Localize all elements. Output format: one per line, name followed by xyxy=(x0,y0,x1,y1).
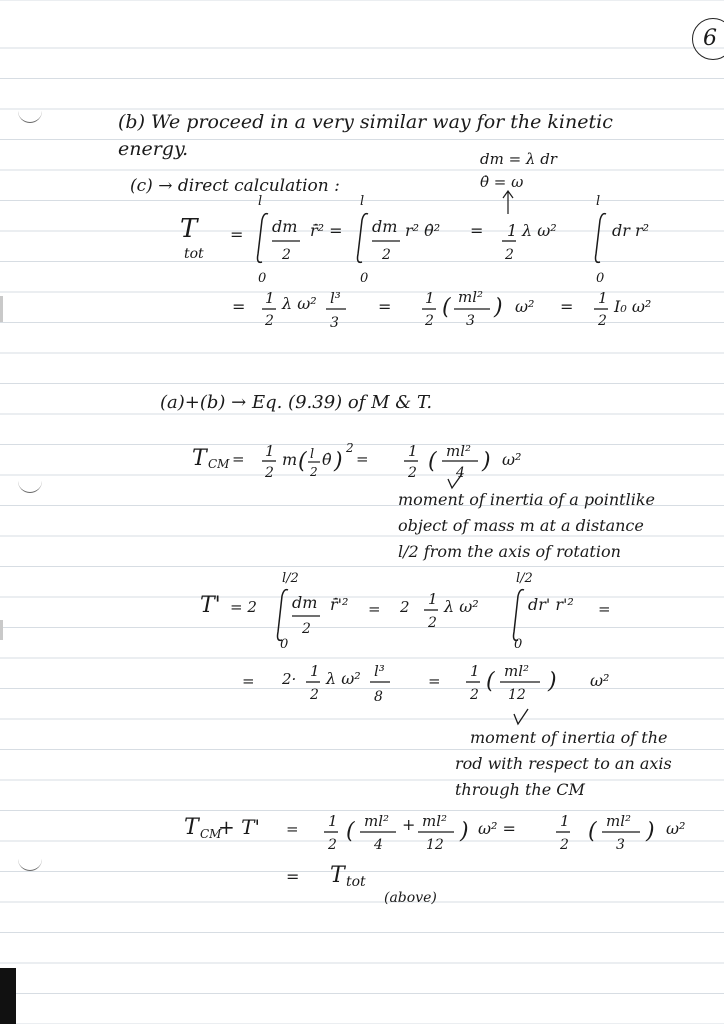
svg-text:+ T': + T' xyxy=(218,815,260,839)
svg-text:ml²: ml² xyxy=(606,812,632,830)
svg-text:1: 1 xyxy=(310,662,320,680)
svg-text:1: 1 xyxy=(428,590,438,608)
svg-text:1: 1 xyxy=(507,221,518,240)
svg-text:l/2: l/2 xyxy=(516,571,533,586)
svg-text:4: 4 xyxy=(374,837,383,853)
svg-text:= 2: = 2 xyxy=(230,598,257,616)
svg-text:2: 2 xyxy=(408,465,417,481)
svg-text:λ ω²: λ ω² xyxy=(444,597,479,616)
comment-1-line-3: l/2 from the axis of rotation xyxy=(398,542,621,561)
svg-text:=: = xyxy=(598,600,611,618)
svg-text:ml²: ml² xyxy=(446,442,472,460)
svg-text:+: + xyxy=(402,815,416,834)
svg-text:): ) xyxy=(646,819,655,844)
svg-text:4: 4 xyxy=(456,465,465,481)
svg-text:r² θ̇²: r² θ̇² xyxy=(405,221,441,240)
svg-text:2: 2 xyxy=(425,313,434,329)
svg-text:l³: l³ xyxy=(374,662,385,680)
svg-text:dr' r'²: dr' r'² xyxy=(528,595,574,614)
note-theta: θ̇ = ω xyxy=(480,173,524,191)
combine-line: (a)+(b) → Eq. (9.39) of M & T. xyxy=(160,392,433,413)
comment-2-line-3: through the CM xyxy=(455,780,585,799)
svg-text:l/2: l/2 xyxy=(282,571,299,586)
svg-text:θ̇: θ̇ xyxy=(322,450,332,469)
svg-text:=: = xyxy=(368,600,381,618)
svg-text:=: = xyxy=(286,867,300,886)
svg-text:CM: CM xyxy=(208,457,230,471)
svg-text:l: l xyxy=(258,194,263,209)
svg-text:ω²: ω² xyxy=(502,450,522,469)
svg-text:=: = xyxy=(232,297,246,316)
svg-text:2: 2 xyxy=(265,465,274,481)
svg-text:1: 1 xyxy=(408,442,418,460)
svg-text:=: = xyxy=(356,450,369,468)
svg-text:1: 1 xyxy=(265,289,275,307)
svg-text:ω²: ω² xyxy=(666,819,686,838)
svg-text:(: ( xyxy=(428,449,437,474)
svg-text:2: 2 xyxy=(346,441,354,455)
svg-text:=: = xyxy=(286,820,299,838)
svg-text:2: 2 xyxy=(302,621,311,637)
svg-text:l: l xyxy=(596,194,601,209)
svg-text:T: T xyxy=(192,446,207,471)
svg-text:2: 2 xyxy=(470,687,479,703)
svg-text:(: ( xyxy=(486,669,495,694)
svg-text:(: ( xyxy=(588,819,597,844)
svg-text:2: 2 xyxy=(382,247,391,263)
svg-text:ml²: ml² xyxy=(364,812,390,830)
svg-text:3: 3 xyxy=(616,837,625,853)
svg-text:l³: l³ xyxy=(330,289,341,307)
svg-text:0: 0 xyxy=(280,637,289,652)
svg-text:0: 0 xyxy=(258,271,267,286)
svg-text:2: 2 xyxy=(505,247,514,263)
svg-text:2: 2 xyxy=(428,615,437,631)
svg-text:(: ( xyxy=(346,819,355,844)
svg-text:l: l xyxy=(310,447,315,462)
svg-text:): ) xyxy=(482,449,491,474)
svg-text:=: = xyxy=(428,672,441,690)
svg-text:1: 1 xyxy=(328,812,338,830)
svg-text:3: 3 xyxy=(330,315,339,331)
comment-2-line-2: rod with respect to an axis xyxy=(455,754,672,773)
svg-text:): ) xyxy=(334,449,343,474)
svg-text:12: 12 xyxy=(508,687,526,703)
direct-calculation: (c) → direct calculation : xyxy=(130,176,340,196)
svg-text:): ) xyxy=(460,819,469,844)
svg-text:ω² =: ω² = xyxy=(478,819,516,838)
svg-text:m: m xyxy=(282,450,298,469)
svg-text:1: 1 xyxy=(560,812,570,830)
svg-text:=: = xyxy=(230,225,244,244)
svg-text:λ ω²: λ ω² xyxy=(326,669,361,688)
svg-text:l: l xyxy=(360,194,365,209)
svg-text:ω²: ω² xyxy=(515,297,535,316)
svg-text:1: 1 xyxy=(598,289,608,307)
svg-text:T: T xyxy=(184,815,199,840)
svg-text:2: 2 xyxy=(560,837,569,853)
svg-text:T: T xyxy=(180,214,198,244)
svg-text:dr r²: dr r² xyxy=(612,221,650,240)
svg-text:=: = xyxy=(560,297,574,316)
comment-1-line-1: moment of inertia of a pointlike xyxy=(398,490,656,509)
svg-text:r̄̇'²: r̄̇'² xyxy=(330,595,349,614)
svg-text:0: 0 xyxy=(596,271,605,286)
svg-text:2: 2 xyxy=(265,313,274,329)
svg-text:T: T xyxy=(330,863,345,888)
svg-text:λ ω²: λ ω² xyxy=(282,294,317,313)
intro-line-2: energy. xyxy=(118,138,189,160)
svg-text:2: 2 xyxy=(310,687,319,703)
svg-text:8: 8 xyxy=(374,689,383,705)
svg-text:r̄̇² =: r̄̇² = xyxy=(310,221,343,240)
svg-text:ml²: ml² xyxy=(422,812,448,830)
svg-text:=: = xyxy=(470,221,484,240)
svg-text:2: 2 xyxy=(598,313,607,329)
svg-text:3: 3 xyxy=(466,313,475,329)
svg-text:ml²: ml² xyxy=(504,662,530,680)
svg-text:0: 0 xyxy=(360,271,369,286)
svg-text:1: 1 xyxy=(470,662,480,680)
comment-1-line-2: object of mass m at a distance xyxy=(398,516,644,535)
svg-text:): ) xyxy=(494,295,503,320)
page-number: 6 xyxy=(692,18,724,60)
svg-text:T': T' xyxy=(200,593,221,618)
svg-text:=: = xyxy=(378,297,392,316)
svg-text:2: 2 xyxy=(400,598,410,616)
svg-text:=: = xyxy=(232,450,245,468)
svg-text:tot: tot xyxy=(346,874,366,890)
svg-text:tot: tot xyxy=(184,246,204,262)
svg-text:CM: CM xyxy=(200,827,222,841)
svg-text:2: 2 xyxy=(310,465,318,479)
svg-text:dm: dm xyxy=(272,217,298,236)
svg-text:2: 2 xyxy=(328,837,337,853)
svg-text:): ) xyxy=(548,669,557,694)
svg-text:0: 0 xyxy=(514,637,523,652)
svg-text:2: 2 xyxy=(282,247,291,263)
intro-line-1: (b) We proceed in a very similar way for the kinetic xyxy=(118,111,613,133)
comment-2-line-1: moment of inertia of the xyxy=(470,728,668,747)
svg-text:1: 1 xyxy=(265,442,275,460)
svg-text:I₀ ω²: I₀ ω² xyxy=(614,297,652,316)
svg-text:2·: 2· xyxy=(282,670,297,688)
svg-text:(: ( xyxy=(298,449,307,474)
svg-text:=: = xyxy=(242,672,255,690)
svg-text:12: 12 xyxy=(426,837,444,853)
svg-text:(above): (above) xyxy=(384,890,437,906)
svg-text:ml²: ml² xyxy=(458,288,484,306)
svg-text:λ ω²: λ ω² xyxy=(522,221,557,240)
svg-text:1: 1 xyxy=(425,289,435,307)
svg-text:ω²: ω² xyxy=(590,671,610,690)
svg-text:(: ( xyxy=(442,295,451,320)
svg-text:dm: dm xyxy=(292,593,318,612)
note-dm: dm = λ dr xyxy=(480,150,557,168)
svg-text:dm: dm xyxy=(372,217,398,236)
